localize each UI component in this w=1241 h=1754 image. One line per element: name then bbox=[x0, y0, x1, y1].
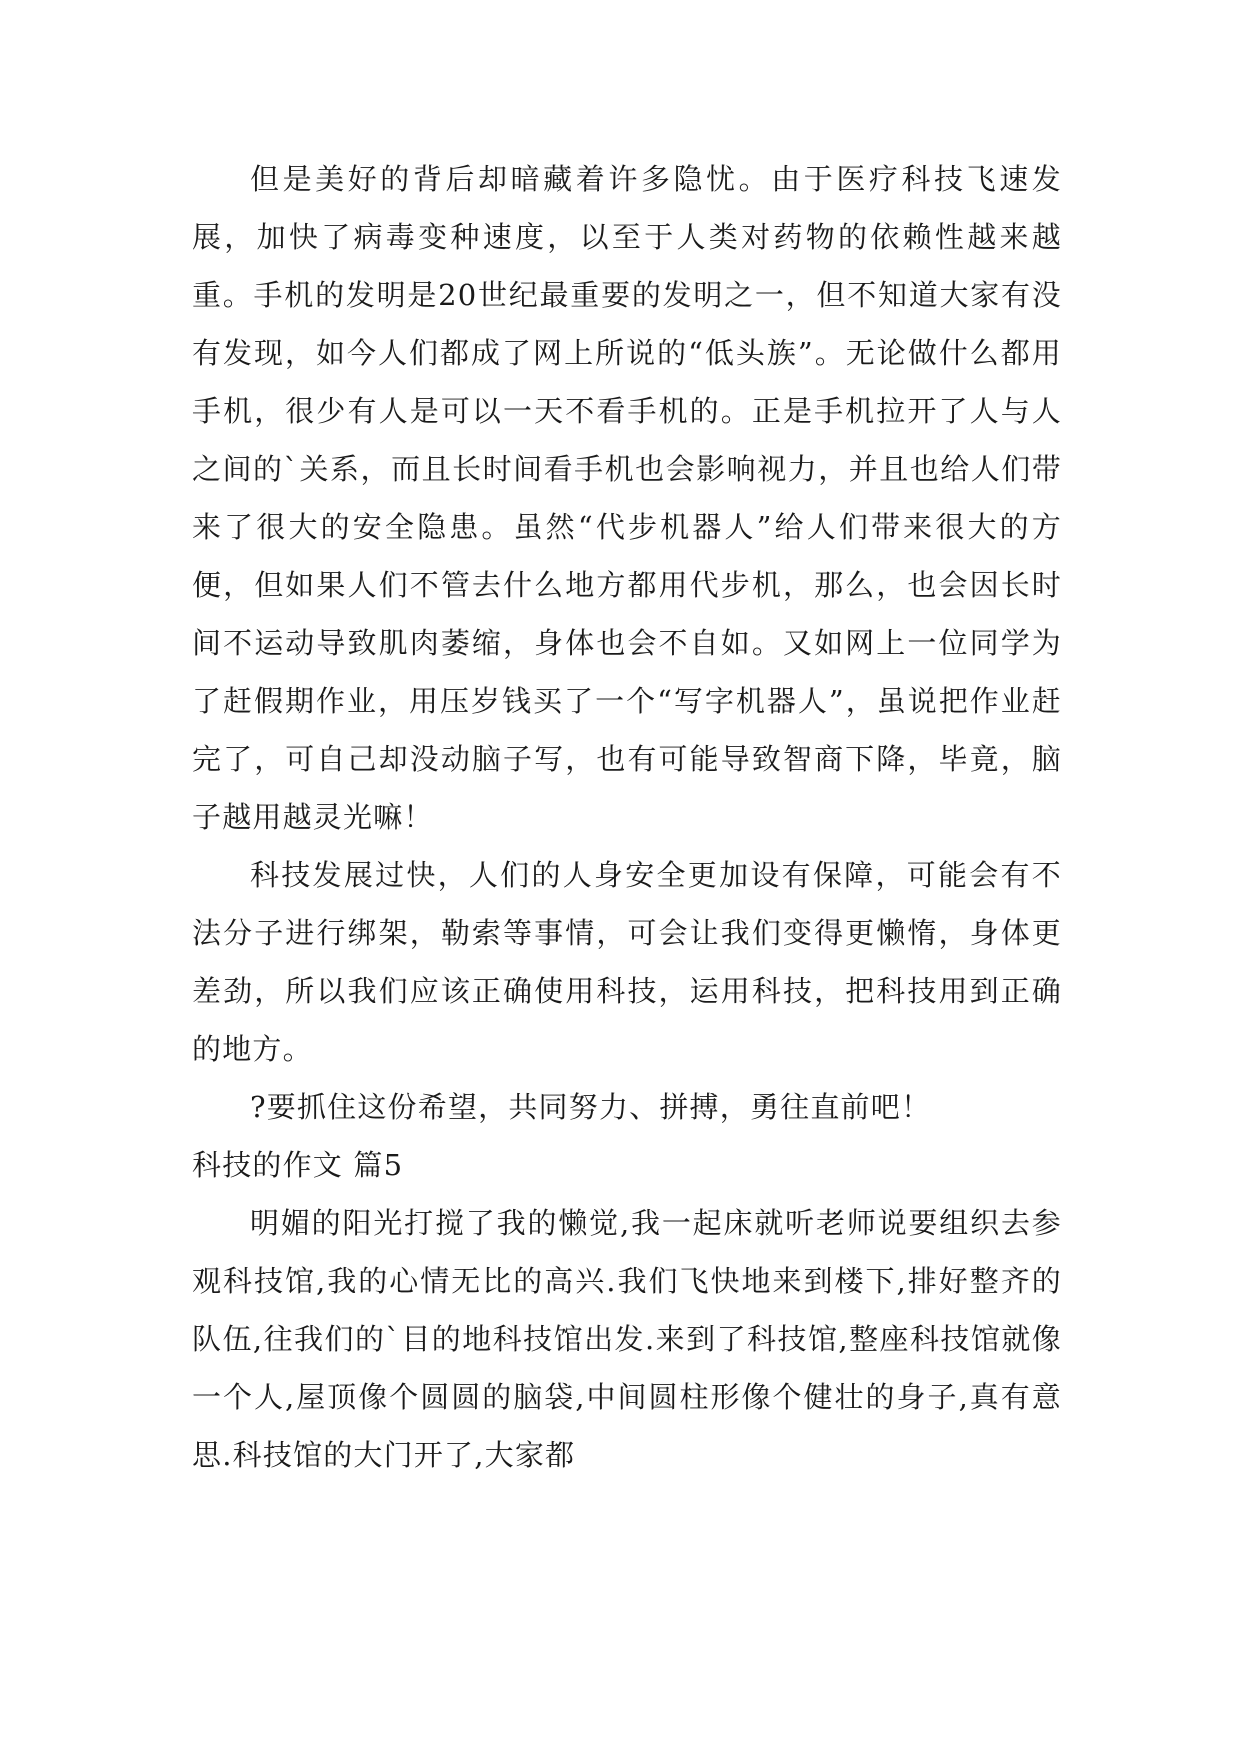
paragraph-hidden-worries: 但是美好的背后却暗藏着许多隐忧。由于医疗科技飞速发展，加快了病毒变种速度，以至于人类对药物的依赖性越来越重。手机的发明是20世纪最重要的发明之一，但不知道大家有没有发现，如今人们都成了网上所说的“低头族”。无论做什么都用手机，很少有人是可以一天不看手机的。正是手机拉开了人与人之间的`关系，而且长时间看手机也会影响视力，并且也给人们带来了很大的安全隐患。虽然“代步机器人”给人们带来很大的方便，但如果人们不管去什么地方都用代步机，那么，也会因长时间不运动导致肌肉萎缩，身体也会不自如。又如网上一位同学为了赶假期作业，用压岁钱买了一个“写字机器人”，虽说把作业赶完了，可自己却没动脑子写，也有可能导致智商下降，毕竟，脑子越用越灵光嘛！ bbox=[192, 162, 1062, 834]
paragraph-safety-concerns: 科技发展过快，人们的人身安全更加设有保障，可能会有不法分子进行绑架，勒索等事情，可会让我们变得更懒惰，身体更差劲，所以我们应该正确使用科技，运用科技，把科技用到正确的地方。 bbox=[192, 858, 1062, 1066]
paragraph-science-museum: 明媚的阳光打搅了我的懒觉,我一起床就听老师说要组织去参观科技馆,我的心情无比的高兴.我们飞快地来到楼下,排好整齐的队伍,往我们的`目的地科技馆出发.来到了科技馆,整座科技馆就像一个人,屋顶像个圆圆的脑袋,中间圆柱形像个健壮的身子,真有意思.科技馆的大门开了,大家都 bbox=[192, 1206, 1062, 1472]
document-body bbox=[192, 150, 1062, 1484]
paragraph-call-to-action: ?要抓住这份希望，共同努力、拼搏，勇往直前吧！ bbox=[250, 1090, 932, 1124]
section-heading: 科技的作文 篇5 bbox=[192, 1148, 404, 1182]
